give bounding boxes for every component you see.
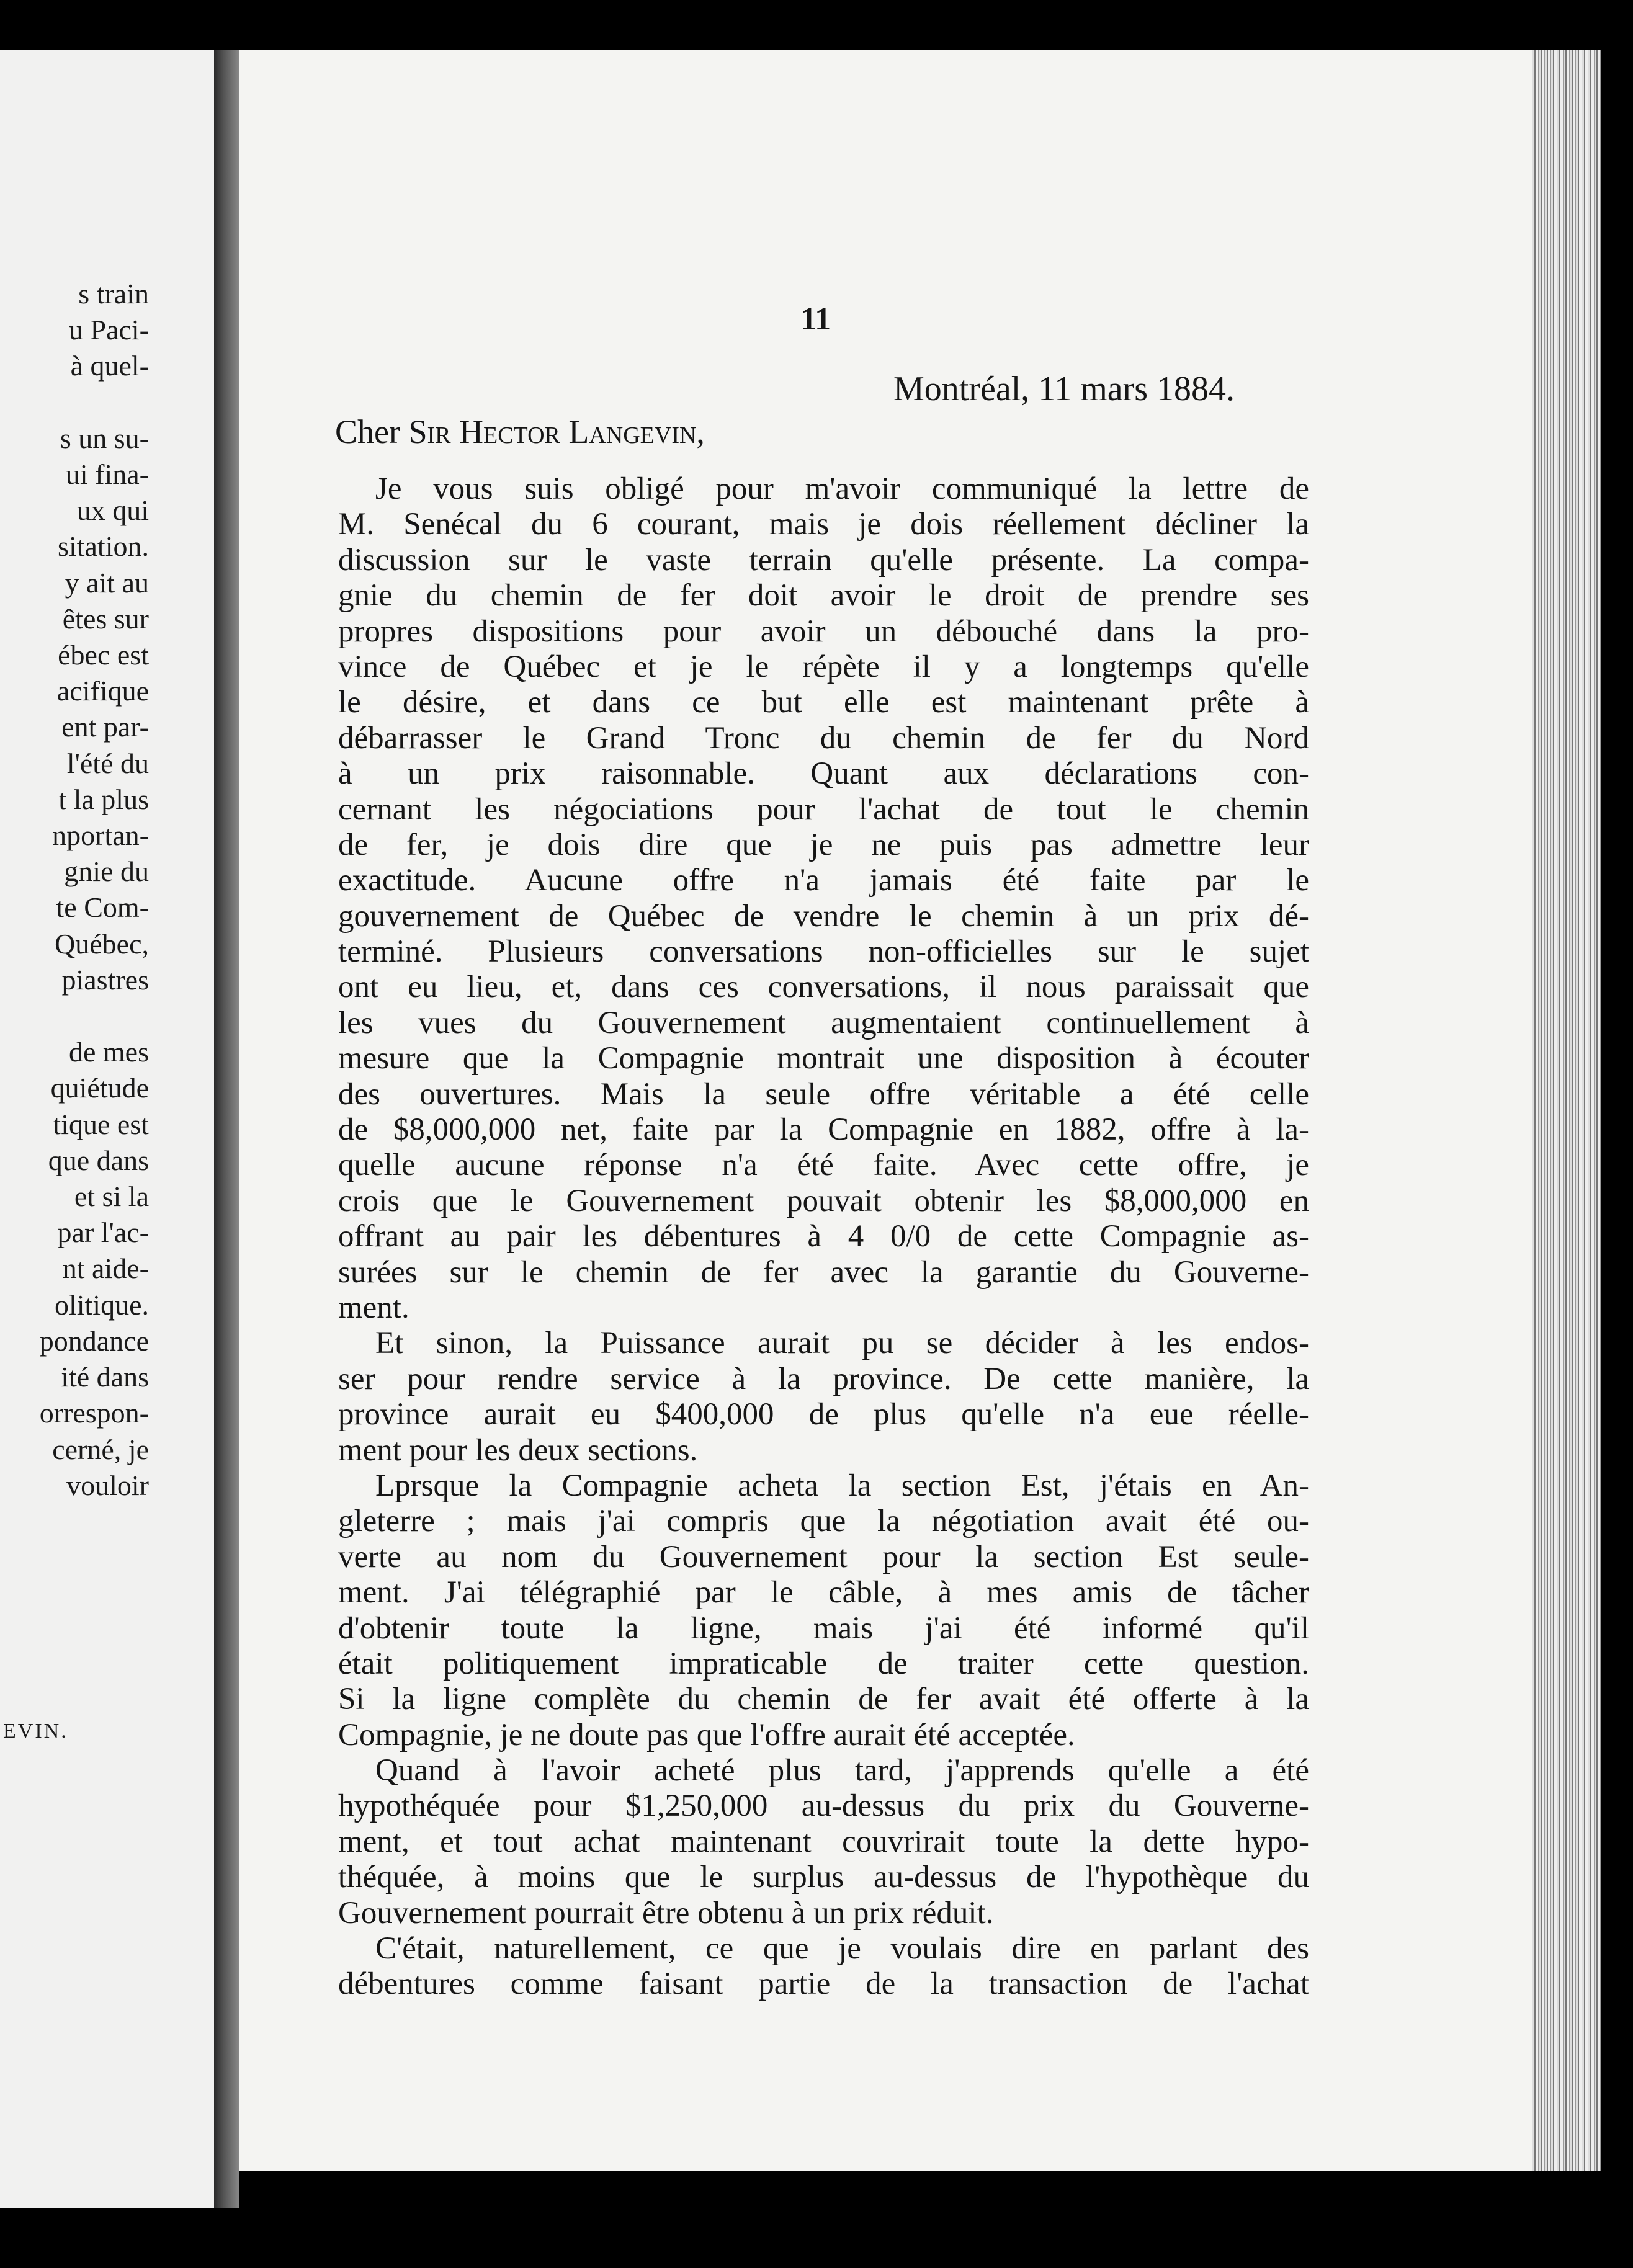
- body-line: d'obtenir toute la ligne, mais j'ai été informé qu'il: [338, 1610, 1309, 1646]
- left-line: quiétude: [50, 1072, 149, 1104]
- left-page-text: [0, 276, 149, 1504]
- page-number: 11: [800, 301, 831, 337]
- body-line: province aurait eu $400,000 de plus qu'elle n'a eue réelle-: [338, 1397, 1309, 1432]
- body-line: cernant les négociations pour l'achat de tout le chemin: [338, 792, 1309, 827]
- body-line: Quand à l'avoir acheté plus tard, j'apprends qu'elle a été: [375, 1753, 1309, 1788]
- body-line: des ouvertures. Mais la seule offre véritable a été celle: [338, 1076, 1309, 1112]
- left-line: gnie du: [64, 855, 149, 888]
- left-line: ébec est: [58, 639, 149, 671]
- body-line: crois que le Gouvernement pouvait obtenir les $8,000,000 en: [338, 1183, 1309, 1218]
- salutation-prefix: Cher: [335, 413, 409, 450]
- left-line: de mes: [68, 1036, 149, 1068]
- letter-salutation: [335, 413, 705, 451]
- left-line: piastres: [61, 963, 149, 996]
- left-line: vouloir: [66, 1469, 149, 1501]
- body-line: le désire, et dans ce but elle est maintenant prête à: [338, 685, 1309, 720]
- body-line: débarrasser le Grand Tronc du chemin de fer du Nord: [338, 720, 1309, 756]
- body-line: M. Senécal du 6 courant, mais je dois réellement décliner la: [338, 507, 1309, 542]
- body-line: débentures comme faisant partie de la transaction de l'achat: [338, 1967, 1309, 2002]
- body-line: offrant au pair les débentures à 4 0/0 de cette Compagnie as-: [338, 1219, 1309, 1254]
- body-line: ment, et tout achat maintenant couvrirait toute la dette hypo-: [338, 1824, 1309, 1859]
- left-line: l'été du: [66, 747, 149, 779]
- body-line: ment. J'ai télégraphié par le câble, à mes amis de tâcher: [338, 1575, 1309, 1610]
- left-line: par l'ac-: [57, 1217, 149, 1249]
- letter-body: [338, 471, 1309, 2002]
- body-line: les vues du Gouvernement augmentaient continuellement à: [338, 1005, 1309, 1040]
- body-line: était politiquement impraticable de traiter cette question.: [338, 1646, 1309, 1681]
- body-line: terminé. Plusieurs conversations non-officielles sur le sujet: [338, 934, 1309, 970]
- left-line: ui fina-: [65, 458, 149, 491]
- body-line: mesure que la Compagnie montrait une disposition à écouter: [338, 1041, 1309, 1076]
- body-line: Je vous suis obligé pour m'avoir communiqué la lettre de: [375, 471, 1309, 506]
- left-line: nt aide-: [62, 1252, 149, 1285]
- body-line: ont eu lieu, et, dans ces conversations, il nous paraissait que: [338, 970, 1309, 1005]
- body-line: verte au nom du Gouvernement pour la section Est seule-: [338, 1539, 1309, 1574]
- book-gutter: [214, 50, 239, 2208]
- left-facing-page: [0, 50, 214, 2208]
- body-line: discussion sur le vaste terrain qu'elle présente. La compa-: [338, 542, 1309, 578]
- left-line: acifique: [56, 675, 149, 707]
- body-line: de fer, je dois dire que je ne puis pas admettre leur: [338, 827, 1309, 862]
- left-line: olitique.: [54, 1288, 149, 1321]
- left-page-signature: EVIN.: [3, 1720, 68, 1743]
- left-line: ent par-: [61, 711, 149, 743]
- body-line: Si la ligne complète du chemin de fer avait été offerte à la: [338, 1682, 1309, 1717]
- body-line: ment.: [338, 1290, 409, 1325]
- body-line: gleterre ; mais j'ai compris que la négotiation avait été ou-: [338, 1504, 1309, 1539]
- left-line: Québec,: [55, 927, 149, 960]
- body-line: à un prix raisonnable. Quant aux déclarations con-: [338, 756, 1309, 792]
- left-line: [0, 385, 149, 421]
- left-line: t la plus: [58, 783, 149, 815]
- left-line: nportan-: [52, 819, 149, 852]
- left-line: u Paci-: [68, 314, 149, 346]
- body-line: gouvernement de Québec de vendre le chemin à un prix dé-: [338, 898, 1309, 934]
- page-edge: [1532, 50, 1601, 2171]
- body-line: C'était, naturellement, ce que je voulais dire en parlant des: [375, 1931, 1309, 1967]
- left-line: s un su-: [60, 422, 149, 454]
- body-line: Gouvernement pourrait être obtenu à un prix réduit.: [338, 1895, 994, 1931]
- body-line: surées sur le chemin de fer avec la garantie du Gouverne-: [338, 1254, 1309, 1290]
- body-line: ment pour les deux sections.: [338, 1432, 698, 1468]
- left-line: [0, 998, 149, 1034]
- body-line: gnie du chemin de fer doit avoir le droit de prendre ses: [338, 578, 1309, 614]
- body-line: hypothéquée pour $1,250,000 au-dessus du prix du Gouverne-: [338, 1788, 1309, 1824]
- left-line: te Com-: [56, 891, 149, 924]
- left-line: orrespon-: [39, 1397, 149, 1429]
- left-line: y ait au: [65, 566, 149, 599]
- left-line: tique est: [53, 1108, 149, 1140]
- body-line: Et sinon, la Puissance aurait pu se décider à les endos-: [375, 1326, 1309, 1361]
- left-line: que dans: [48, 1144, 149, 1176]
- body-line: Compagnie, je ne doute pas que l'offre aurait été acceptée.: [338, 1717, 1075, 1752]
- left-line: cerné, je: [52, 1433, 149, 1465]
- left-line: pondance: [39, 1324, 149, 1357]
- left-line: et si la: [74, 1181, 149, 1213]
- body-line: ser pour rendre service à la province. De cette manière, la: [338, 1361, 1309, 1396]
- body-line: théquée, à moins que le surplus au-dessus de l'hypothèque du: [338, 1860, 1309, 1895]
- body-line: exactitude. Aucune offre n'a jamais été faite par le: [338, 863, 1309, 898]
- body-line: propres dispositions pour avoir un débouché dans la pro-: [338, 614, 1309, 649]
- left-line: êtes sur: [62, 602, 149, 635]
- left-line: ité dans: [61, 1361, 149, 1393]
- letter-dateline: Montréal, 11 mars 1884.: [893, 370, 1235, 408]
- body-line: Lprsque la Compagnie acheta la section Est, j'étais en An-: [375, 1468, 1309, 1503]
- body-line: quelle aucune réponse n'a été faite. Avec cette offre, je: [338, 1148, 1309, 1183]
- body-line: de $8,000,000 net, faite par la Compagnie en 1882, offre à la-: [338, 1112, 1309, 1148]
- left-line: ux qui: [76, 494, 149, 527]
- left-line: s train: [78, 278, 149, 310]
- left-line: à quel-: [70, 350, 149, 382]
- body-line: vince de Québec et je le répète il y a longtemps qu'elle: [338, 649, 1309, 684]
- left-line: sitation.: [58, 530, 149, 563]
- salutation-name: Sir Hector Langevin,: [408, 413, 705, 450]
